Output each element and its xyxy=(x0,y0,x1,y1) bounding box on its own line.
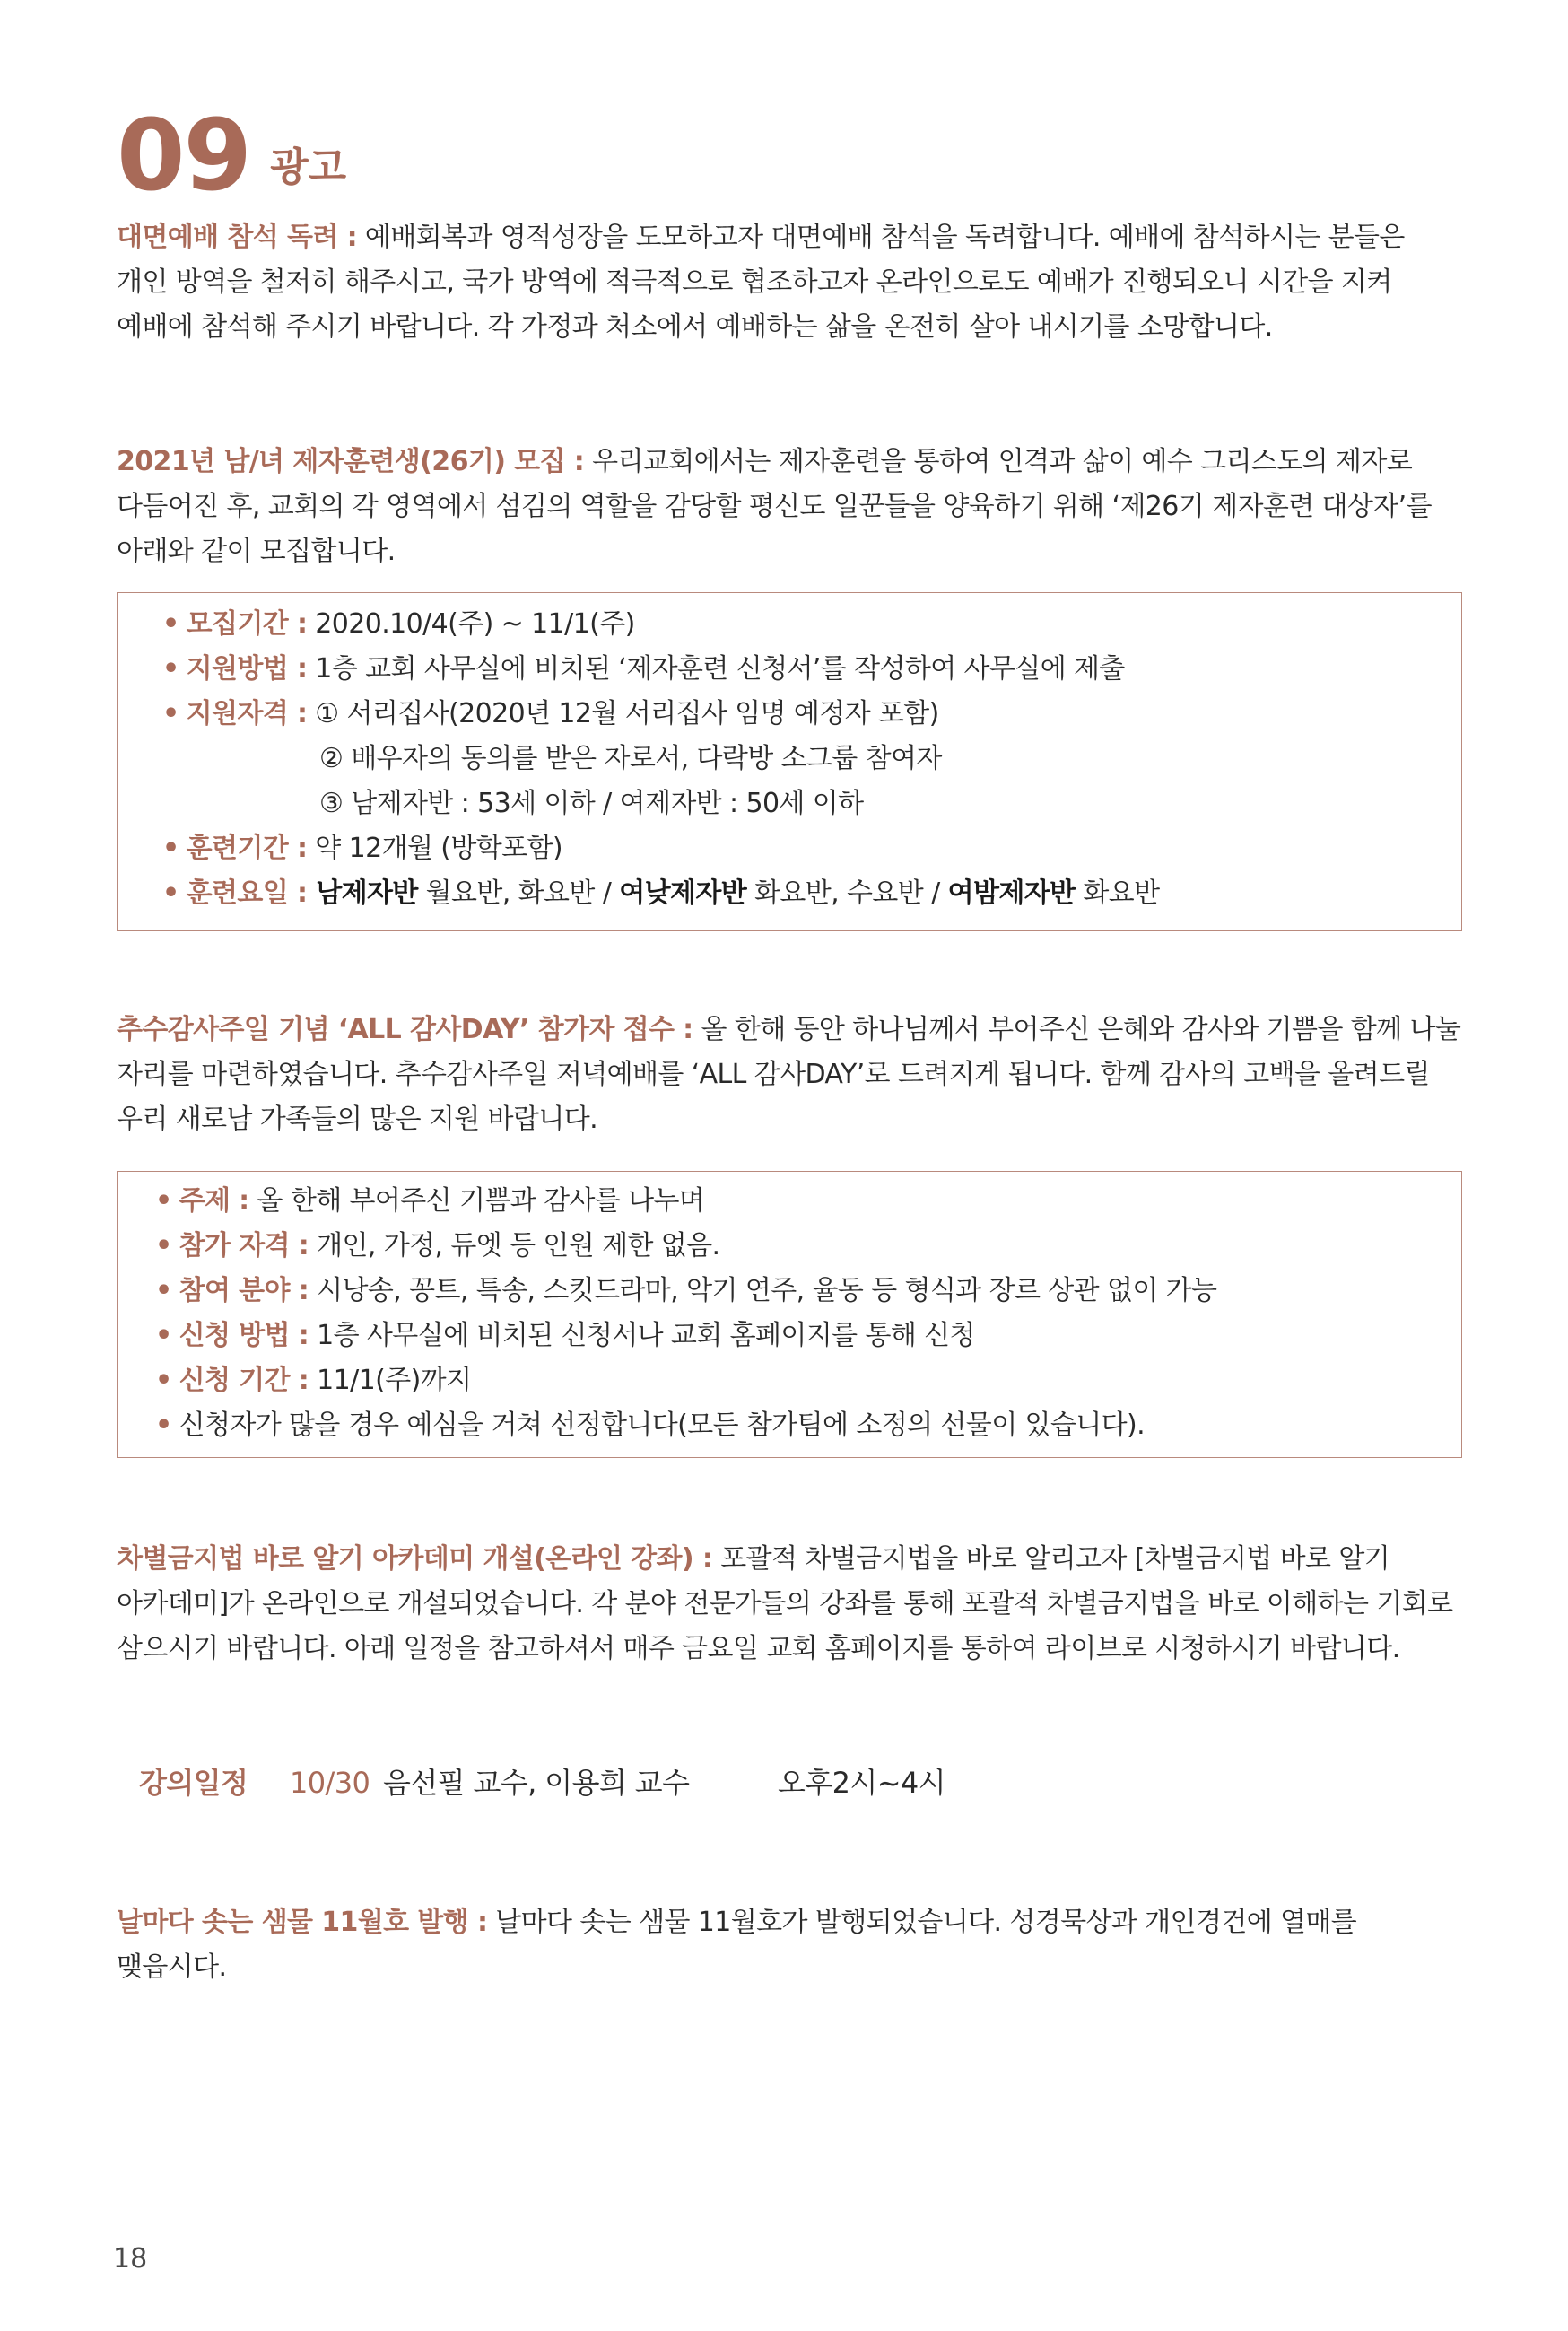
schedule-time: 오후2시~4시 xyxy=(778,1766,945,1800)
worship-text: 예배회복과 영적성장을 도모하고자 대면예배 참석을 독려합니다. 예배에 참석하시는 분들은 개인 방역을 철저히 해주시고, 국가 방역에 적극적으로 협조하고자 온라인으로도 예배가 진행되오니 시간을 지켜 예배에 참석해 주시기 바랍니다. 각 가정과 처소에서 예배하는 삶을 온전히 살아 내시기를 소망합니다. xyxy=(117,222,1405,343)
spring-notice xyxy=(117,1900,1462,1990)
qual-item-1: ① 서리집사(2020년 12월 서리집사 임명 예정자 포함) xyxy=(307,698,939,729)
discipleship-notice xyxy=(117,440,1462,574)
academy-text: 포괄적 차별금지법을 바로 알리고자 [차별금지법 바로 알기 아카데미]가 온라인으로 개설되었습니다. 각 분야 전문가들의 강좌를 통해 포괄적 차별금지법을 바로 이해하는 기회로 삼으시기 바랍니다. 아래 일정을 참고하셔서 매주 금요일 교회 홈페이지를 통하여 라이브로 시청하시기 바랍니다. xyxy=(117,1543,1453,1664)
bullet-icon: • xyxy=(162,653,179,685)
academy-notice xyxy=(117,1537,1462,1672)
bullet-icon: • xyxy=(155,1320,172,1351)
schedule-label: 강의일정 xyxy=(139,1766,248,1800)
eligibility-label: 참가 자격 : xyxy=(179,1230,309,1262)
academy-label: 차별금지법 바로 알기 아카데미 개설(온라인 강좌) : xyxy=(117,1543,713,1575)
apply-value: 1층 사무실에 비치된 신청서나 교회 홈페이지를 통해 신청 xyxy=(309,1320,975,1351)
spring-text: 날마다 솟는 샘물 11월호가 발행되었습니다. 성경묵상과 개인경건에 열매를 맺읍시다. xyxy=(117,1907,1357,1983)
bullet-icon: • xyxy=(155,1185,172,1217)
duration-value: 약 12개월 (방학포함) xyxy=(307,833,562,864)
detail-field xyxy=(155,1269,1216,1314)
qual-item-2: ② 배우자의 동의를 받은 자로서, 다락방 소그룹 참여자 xyxy=(319,743,942,774)
worship-label: 대면예배 참석 독려 : xyxy=(117,222,357,253)
apply-label: 신청 방법 : xyxy=(179,1320,309,1351)
page-number: 18 xyxy=(113,2243,148,2274)
field-value: 시낭송, 꽁트, 특송, 스킷드라마, 악기 연주, 율동 등 형식과 장르 상관 없이 가능 xyxy=(309,1275,1217,1306)
worship-notice xyxy=(117,215,1462,350)
apply-period-value: 11/1(주)까지 xyxy=(309,1365,472,1396)
bullet-icon: • xyxy=(155,1275,172,1306)
schedule-date: 10/30 xyxy=(290,1766,370,1800)
women-night-days: 화요반 xyxy=(1075,877,1160,909)
thanksgiving-notice xyxy=(117,1008,1462,1142)
detail-theme xyxy=(155,1179,704,1224)
spring-label: 날마다 솟는 샘물 11월호 발행 : xyxy=(117,1907,488,1938)
period-value: 2020.10/4(주) ~ 11/1(주) xyxy=(307,608,635,640)
method-label: 지원방법 : xyxy=(186,653,308,685)
detail-apply-period xyxy=(155,1358,471,1403)
women-night-class: 여밤제자반 xyxy=(947,877,1076,909)
apply-period-label: 신청 기간 : xyxy=(179,1365,309,1396)
detail-qualification xyxy=(162,692,939,737)
discipleship-details-box xyxy=(117,592,1462,931)
period-label: 모집기간 : xyxy=(186,608,308,640)
discipleship-text: 우리교회에서는 제자훈련을 통하여 인격과 삶이 예수 그리스도의 제자로 다듬어진 후, 교회의 각 영역에서 섬김의 역할을 감당할 평신도 일꾼들을 양육하기 위해 ‘제26기 제자훈련 대상자’를 아래와 같이 모집합니다. xyxy=(117,446,1432,567)
duration-label: 훈련기간 : xyxy=(186,833,308,864)
detail-days xyxy=(162,871,1160,916)
bullet-icon: • xyxy=(155,1230,172,1262)
bullet-icon: • xyxy=(162,698,179,729)
section-header xyxy=(117,98,347,213)
eligibility-value: 개인, 가정, 듀엣 등 인원 제한 없음. xyxy=(309,1230,720,1262)
theme-value: 올 한해 부어주신 기쁨과 감사를 나누며 xyxy=(248,1185,705,1217)
thanksgiving-details-box xyxy=(117,1171,1462,1458)
schedule-speakers: 음선필 교수, 이용희 교수 xyxy=(383,1766,690,1800)
thanksgiving-text: 올 한해 동안 하나님께서 부어주신 은혜와 감사와 기쁨을 함께 나눌 자리를 마련하였습니다. 추수감사주일 저녁예배를 ‘ALL 감사DAY’로 드려지게 됩니다. 함께 감사의 고백을 올려드릴 우리 새로남 가족들의 많은 지원 바랍니다. xyxy=(117,1014,1461,1135)
detail-period xyxy=(162,602,635,647)
bullet-icon: • xyxy=(155,1410,172,1441)
bullet-icon: • xyxy=(162,877,179,909)
theme-label: 주제 : xyxy=(179,1185,249,1217)
qual-item-3: ③ 남제자반 : 53세 이하 / 여제자반 : 50세 이하 xyxy=(319,788,864,819)
women-day-class: 여낮제자반 xyxy=(619,877,747,909)
bullet-icon: • xyxy=(162,608,179,640)
detail-duration xyxy=(162,826,562,871)
detail-apply-method xyxy=(155,1314,975,1358)
detail-note xyxy=(155,1403,1145,1448)
note-value: 신청자가 많을 경우 예심을 거쳐 선정합니다(모든 참가팀에 소정의 선물이 있습니다). xyxy=(179,1410,1146,1441)
qual-label: 지원자격 : xyxy=(186,698,308,729)
section-title: 광고 xyxy=(270,144,347,190)
days-label: 훈련요일 : xyxy=(186,877,308,909)
discipleship-label: 2021년 남/녀 제자훈련생(26기) 모집 : xyxy=(117,446,585,477)
thanksgiving-label: 추수감사주일 기념 ‘ALL 감사DAY’ 참가자 접수 : xyxy=(117,1014,693,1045)
men-days: 월요반, 화요반 / xyxy=(417,877,620,909)
bullet-icon: • xyxy=(162,833,179,864)
bullet-icon: • xyxy=(155,1365,172,1396)
detail-eligibility xyxy=(155,1224,720,1269)
field-label: 참여 분야 : xyxy=(179,1275,309,1306)
section-number: 09 xyxy=(117,98,251,213)
men-class: 남제자반 xyxy=(307,877,418,909)
women-day-days: 화요반, 수요반 / xyxy=(746,877,948,909)
method-value: 1층 교회 사무실에 비치된 ‘제자훈련 신청서’를 작성하여 사무실에 제출 xyxy=(307,653,1125,685)
detail-method xyxy=(162,647,1125,692)
